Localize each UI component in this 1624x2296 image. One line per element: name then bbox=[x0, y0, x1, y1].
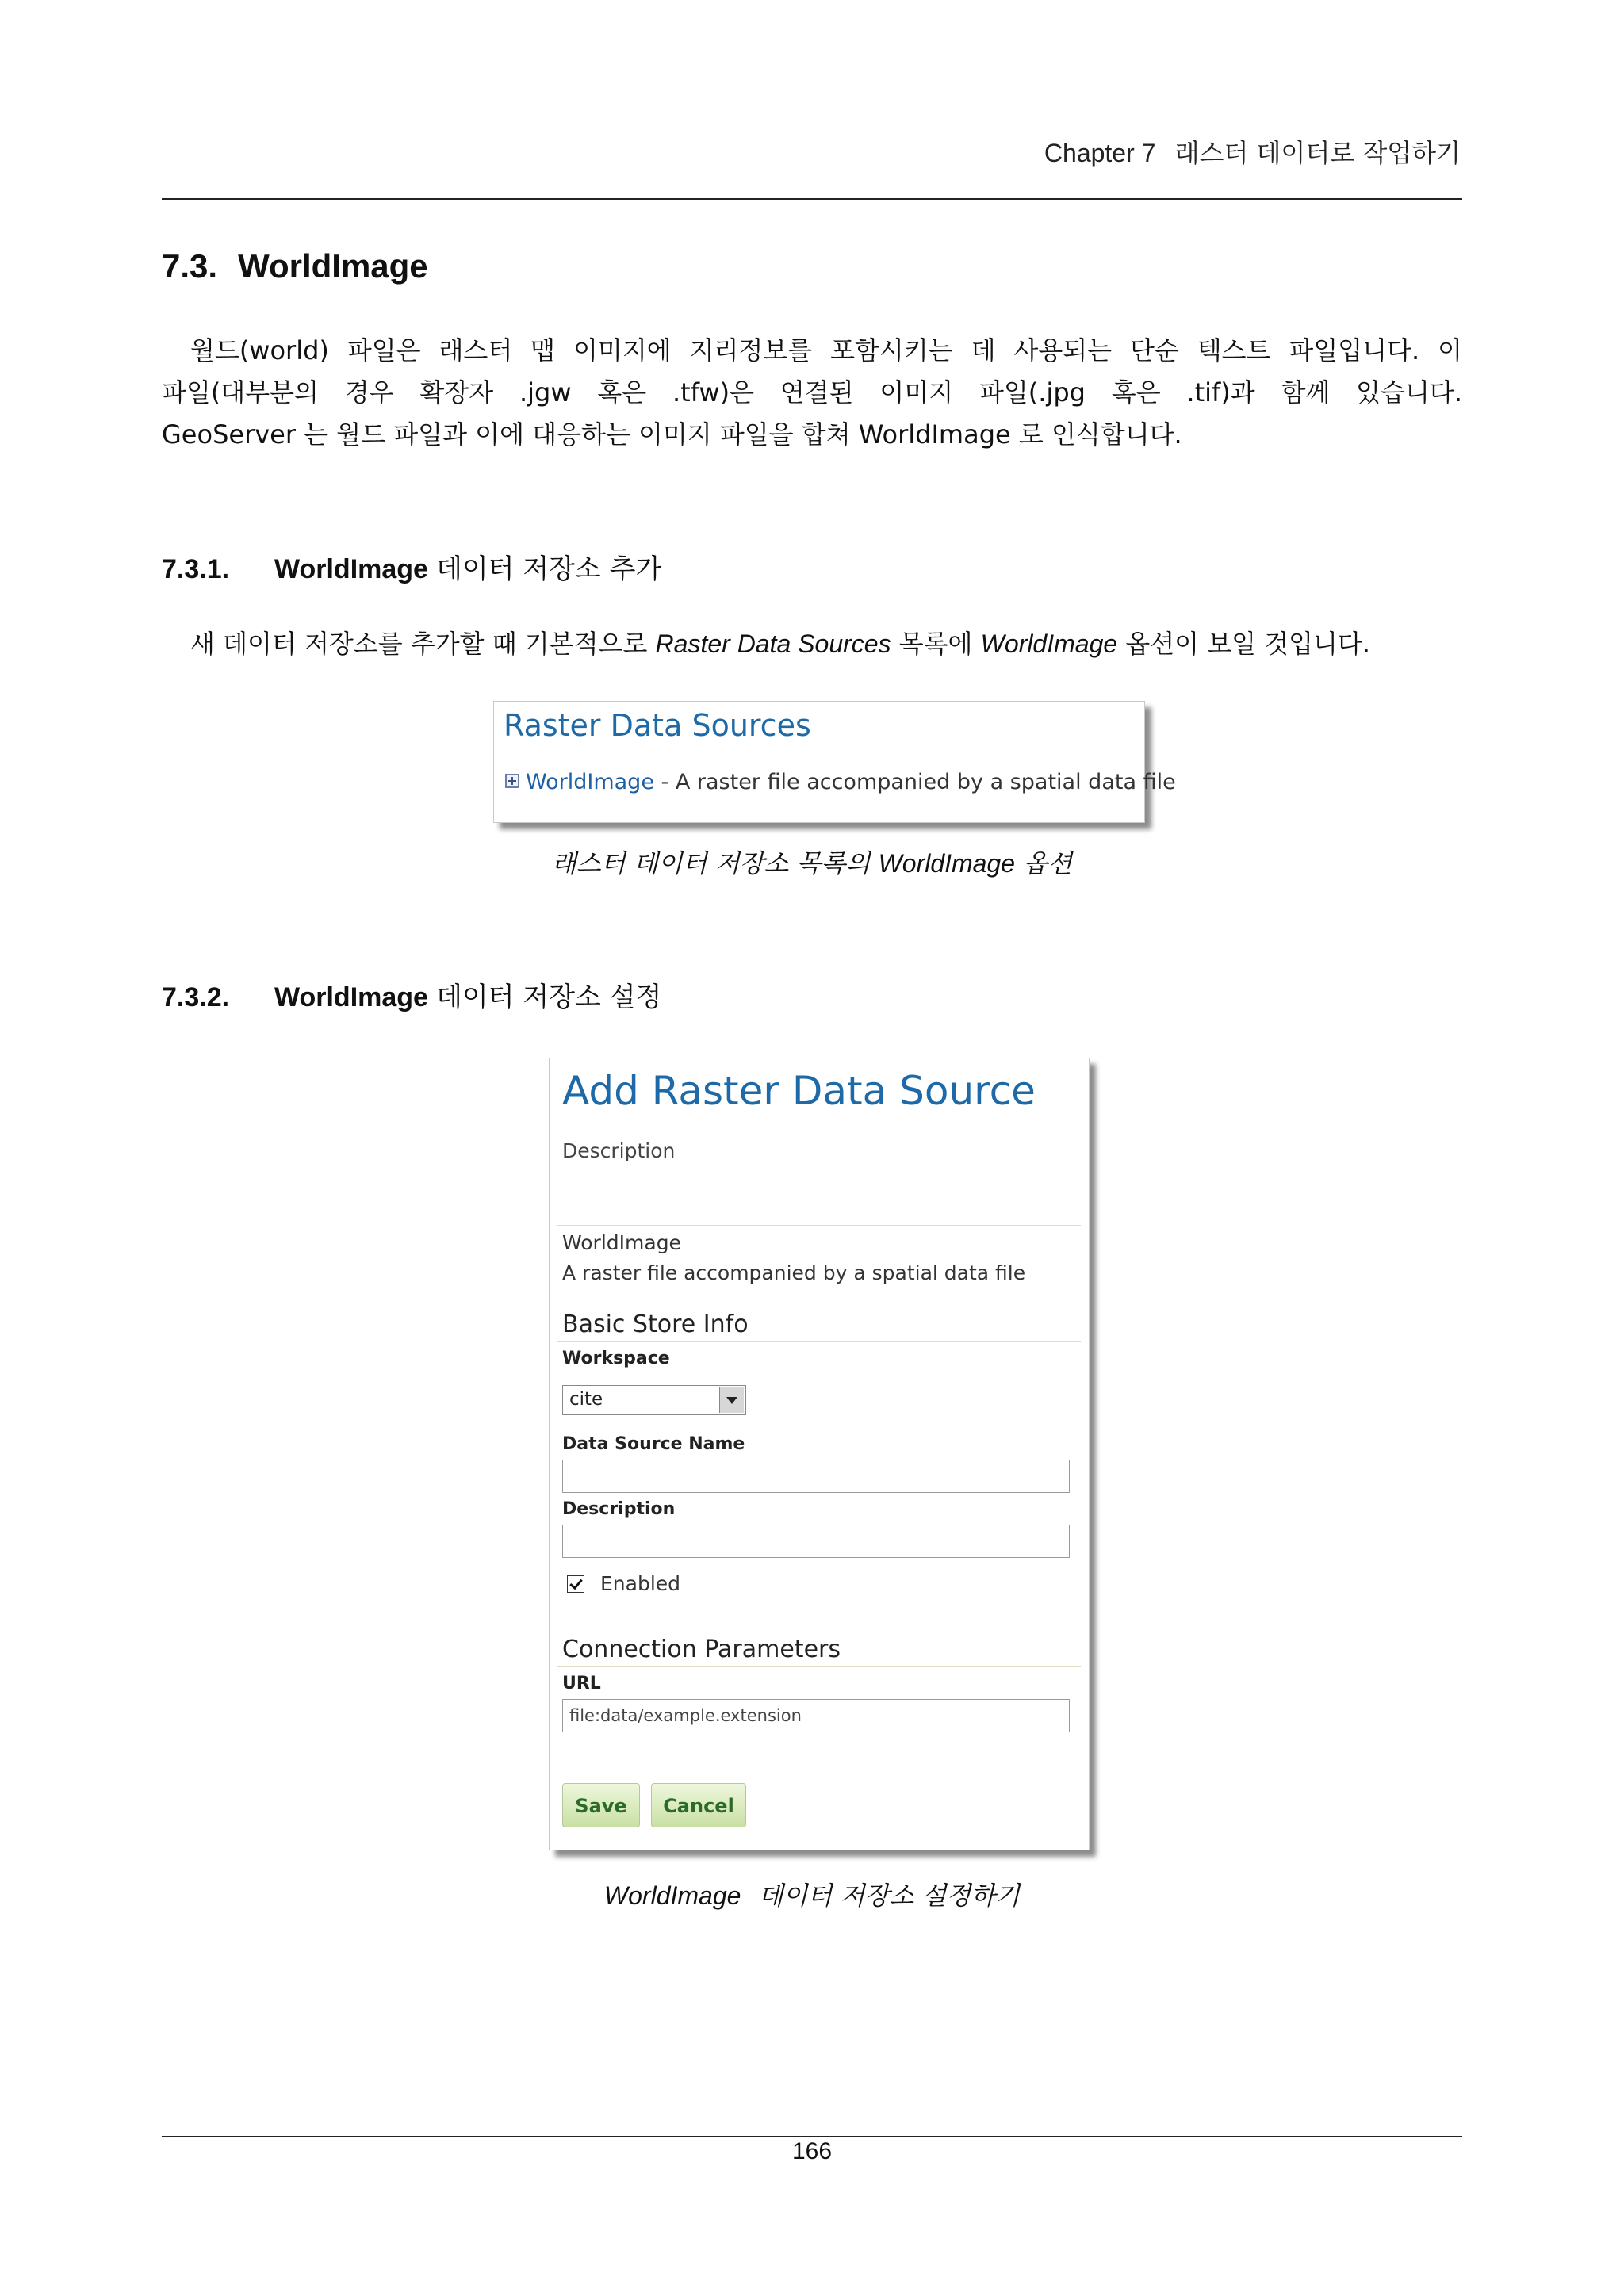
figure1-caption-en: WorldImage bbox=[878, 849, 1016, 878]
subsection2-heading bbox=[162, 975, 661, 1014]
data-source-name-label: Data Source Name bbox=[562, 1434, 745, 1454]
separator bbox=[557, 1341, 1081, 1342]
subsection2-title-en: WorldImage bbox=[274, 982, 428, 1012]
page-header bbox=[1044, 133, 1461, 170]
worldimage-option-desc: - A raster file accompanied by a spatial data file bbox=[653, 770, 1176, 794]
form-description-label: Description bbox=[562, 1139, 676, 1162]
figure1-caption bbox=[0, 844, 1624, 880]
raster-data-sources-figure bbox=[493, 701, 1176, 823]
enabled-label: Enabled bbox=[600, 1572, 681, 1595]
subsection1-title-en: WorldImage bbox=[274, 554, 428, 584]
store-type-name: WorldImage bbox=[562, 1231, 681, 1254]
section-number: 7.3. bbox=[162, 247, 218, 285]
chapter-label: Chapter 7 bbox=[1044, 139, 1156, 167]
add-raster-source-figure bbox=[549, 1058, 1090, 1850]
separator bbox=[557, 1666, 1081, 1667]
workspace-value: cite bbox=[569, 1389, 603, 1410]
subsection1-text-after: 옵션이 보일 것입니다. bbox=[1125, 629, 1371, 659]
save-button[interactable]: Save bbox=[562, 1783, 640, 1827]
workspace-select[interactable] bbox=[562, 1385, 746, 1415]
data-source-name-input[interactable] bbox=[562, 1460, 1070, 1493]
separator bbox=[557, 1225, 1081, 1226]
figure2-caption bbox=[0, 1876, 1624, 1912]
section-title: WorldImage bbox=[238, 247, 428, 285]
subsection1-number: 7.3.1. bbox=[162, 554, 230, 584]
subsection2-number: 7.3.2. bbox=[162, 982, 230, 1012]
footer-rule bbox=[162, 2136, 1462, 2137]
subsection1-text-middle: 목록에 bbox=[898, 629, 973, 659]
figure1-caption-ko: 래스터 데이터 저장소 목록의 bbox=[551, 848, 871, 878]
page-number: 166 bbox=[791, 2138, 833, 2164]
description-field-label: Description bbox=[562, 1499, 676, 1519]
form-heading: Add Raster Data Source bbox=[562, 1068, 1036, 1114]
url-label: URL bbox=[562, 1674, 601, 1693]
worldimage-link[interactable]: WorldImage bbox=[526, 770, 654, 794]
chapter-title: 래스터 데이터로 작업하기 bbox=[1174, 138, 1461, 168]
intro-line-2: 파일(대부분의 경우 확장자 .jgw 혹은 .tfw)은 연결된 이미지 파일(.jpg 혹은 .tif)과 함께 있습니다. bbox=[162, 377, 1462, 408]
intro-paragraph bbox=[162, 330, 1462, 456]
subsection1-heading bbox=[162, 547, 661, 586]
subsection1-em1: Raster Data Sources bbox=[655, 629, 891, 658]
intro-line-3: GeoServer 는 월드 파일과 이에 대응하는 이미지 파일을 합쳐 WorldImage 로 인식합니다. bbox=[162, 419, 1182, 450]
figure2-caption-ko: 데이터 저장소 설정하기 bbox=[758, 1881, 1021, 1911]
intro-line-1: 월드(world) 파일은 래스터 맵 이미지에 지리정보를 포함시키는 데 사용되는 단순 텍스트 파일입니다. 이 bbox=[190, 335, 1462, 365]
subsection1-text-before: 새 데이터 저장소를 추가할 때 기본적으로 bbox=[190, 629, 648, 659]
description-input[interactable] bbox=[562, 1525, 1070, 1558]
workspace-label: Workspace bbox=[562, 1349, 670, 1368]
cancel-button[interactable]: Cancel bbox=[651, 1783, 746, 1827]
subsection1-title-ko: 데이터 저장소 추가 bbox=[435, 553, 662, 585]
figure2-caption-en: WorldImage bbox=[603, 1881, 741, 1910]
header-rule bbox=[162, 198, 1462, 200]
url-value: file:data/example.extension bbox=[569, 1706, 802, 1725]
expand-plus-icon bbox=[505, 774, 519, 788]
connection-parameters-heading: Connection Parameters bbox=[562, 1636, 841, 1663]
subsection1-em2: WorldImage bbox=[980, 629, 1118, 658]
section-heading bbox=[162, 247, 428, 285]
enabled-checkbox[interactable] bbox=[567, 1575, 584, 1593]
subsection1-paragraph bbox=[190, 623, 1459, 665]
worldimage-option-row[interactable] bbox=[505, 770, 1176, 794]
url-input[interactable] bbox=[562, 1699, 1070, 1732]
figure1-caption-ko2: 옵션 bbox=[1023, 848, 1073, 878]
subsection2-title-ko: 데이터 저장소 설정 bbox=[435, 982, 662, 1013]
raster-sources-title: Raster Data Sources bbox=[504, 708, 811, 743]
store-type-desc: A raster file accompanied by a spatial data file bbox=[562, 1261, 1026, 1284]
dropdown-arrow-icon[interactable] bbox=[719, 1387, 744, 1413]
basic-store-info-heading: Basic Store Info bbox=[562, 1311, 749, 1338]
